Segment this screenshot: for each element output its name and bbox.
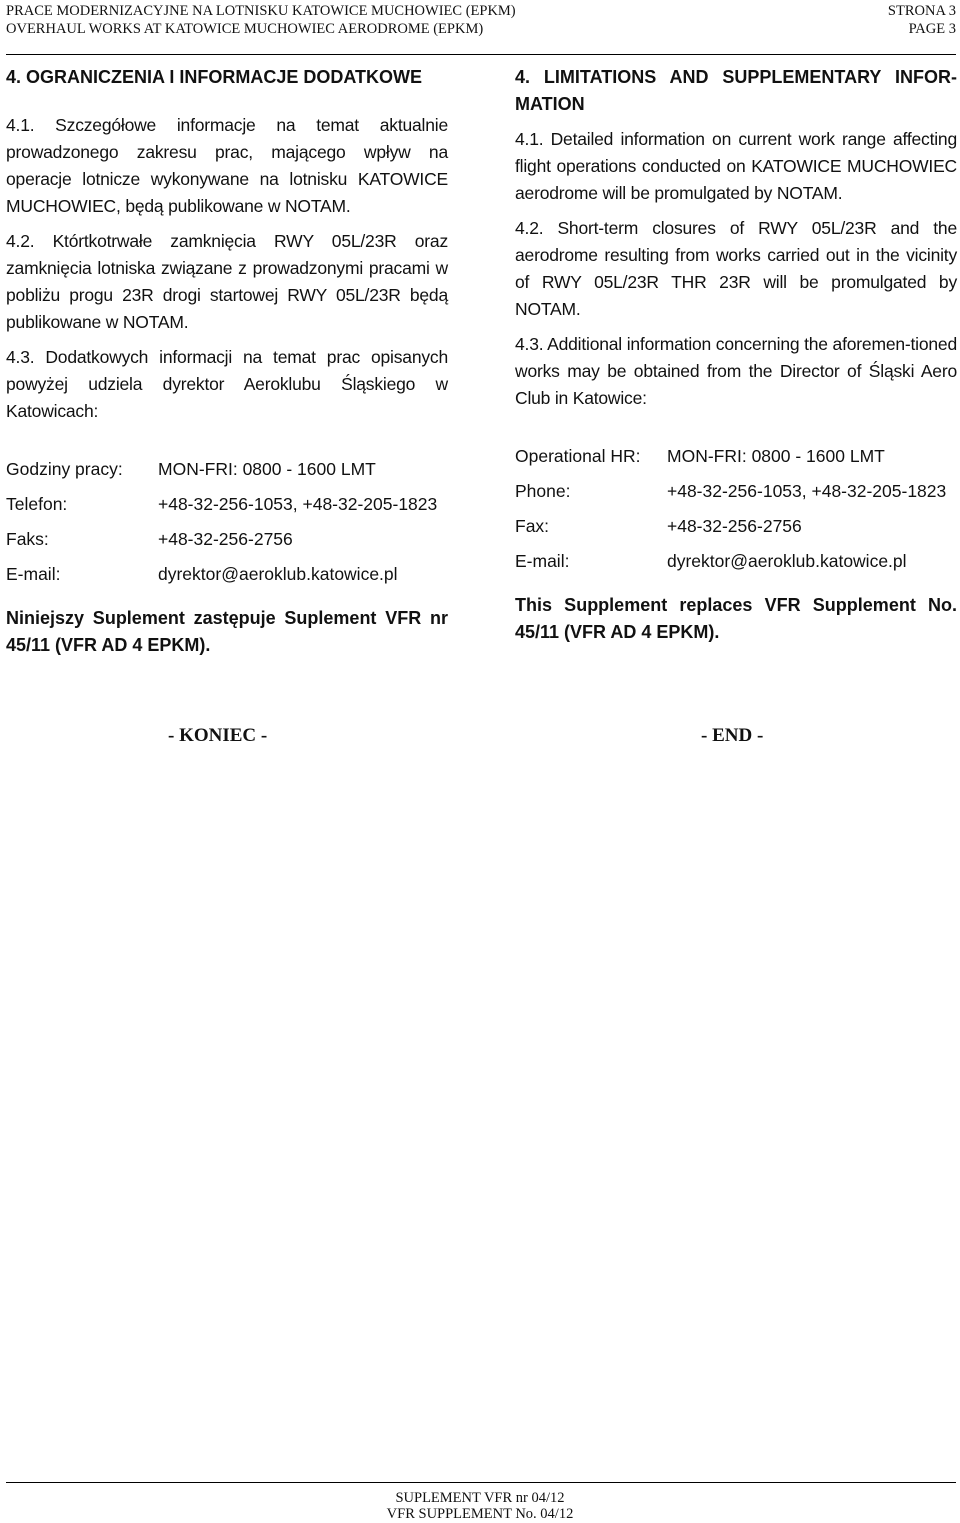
contact-value: MON-FRI: 0800 - 1600 LMT [158, 459, 376, 479]
header-title-polish: PRACE MODERNIZACYJNE NA LOTNISKU KATOWICE MUCHOWIEC (EPKM) [6, 3, 516, 19]
replacement-note: This Supplement replaces VFR Supplement No. 45/11 (VFR AD 4 EPKM). [515, 595, 957, 642]
paragraph-4-3: 4.3. Dodatkowych informacji na temat prac opisanych powyżej udziela dyrektor Aeroklubu Śląskiego w Katowicach: [6, 347, 448, 421]
header-page-english: PAGE 3 [908, 21, 956, 37]
header-title-english: OVERHAUL WORKS AT KATOWICE MUCHOWIEC AERODROME (EPKM) [6, 21, 484, 37]
contact-row-hours [515, 439, 957, 474]
paragraph-4-2: 4.2. Którtkotrwałe zamknięcia RWY 05L/23R oraz zamknięcia lotniska związane z prowadzonymi pracami w pobliżu progu 23R drogi startowej RWY 05L/23R będą publikowane w NOTAM. [6, 231, 448, 332]
contact-list [6, 452, 448, 592]
paragraph-4-2: 4.2. Short-term closures of RWY 05L/23R and the aerodrome resulting from works carried out in the vicinity of RWY 05L/23R THR 23R will be promulgated by NOTAM. [515, 218, 957, 319]
contact-label: E-mail: [6, 564, 61, 584]
contact-row-hours [6, 452, 448, 487]
footer-supplement-polish: SUPLEMENT VFR nr 04/12 [395, 1490, 565, 1506]
contact-value: MON-FRI: 0800 - 1600 LMT [667, 446, 885, 466]
contact-row-fax [515, 509, 957, 544]
contact-row-phone [515, 474, 957, 509]
footer-supplement-english: VFR SUPPLEMENT No. 04/12 [386, 1506, 574, 1522]
contact-list [515, 439, 957, 579]
contact-label: Godziny pracy: [6, 459, 123, 479]
english-column [515, 64, 957, 646]
header-page-polish: STRONA 3 [887, 3, 956, 19]
footer-rule [6, 1482, 956, 1483]
header-rule [6, 54, 956, 55]
contact-row-email [515, 544, 957, 579]
end-marker-english: - END - [701, 725, 764, 746]
page-footer [0, 1490, 960, 1522]
page-header [6, 2, 956, 54]
contact-value: +48-32-256-2756 [667, 516, 802, 536]
section-heading: 4. LIMITATIONS AND SUPPLEMENTARY INFOR-MATION [515, 67, 957, 114]
contact-row-phone [6, 487, 448, 522]
contact-row-email [6, 557, 448, 592]
contact-label: E-mail: [515, 551, 570, 571]
contact-value: +48-32-256-2756 [158, 529, 293, 549]
end-marker-polish: - KONIEC - [168, 725, 268, 746]
contact-value: +48-32-256-1053, +48-32-205-1823 [158, 494, 438, 514]
contact-label: Telefon: [6, 494, 68, 514]
contact-label: Phone: [515, 481, 571, 501]
contact-label: Faks: [6, 529, 49, 549]
contact-row-fax [6, 522, 448, 557]
contact-label: Operational HR: [515, 446, 641, 466]
polish-column [6, 64, 448, 659]
paragraph-4-3: 4.3. Additional information concerning the aforemen-tioned works may be obtained from the Director of Śląski Aero Club in Katowice: [515, 334, 957, 408]
section-heading: 4. OGRANICZENIA I INFORMACJE DODATKOWE [6, 67, 423, 87]
replacement-note: Niniejszy Suplement zastępuje Suplement VFR nr 45/11 (VFR AD 4 EPKM). [6, 608, 448, 655]
contact-label: Fax: [515, 516, 550, 536]
contact-value: dyrektor@aeroklub.katowice.pl [158, 564, 398, 584]
contact-value: +48-32-256-1053, +48-32-205-1823 [667, 481, 947, 501]
contact-value: dyrektor@aeroklub.katowice.pl [667, 551, 907, 571]
paragraph-4-1: 4.1. Detailed information on current work range affecting flight operations conducted on KATOWICE MUCHOWIEC aerodrome will be promulgated by NOTAM. [515, 129, 957, 203]
paragraph-4-1: 4.1. Szczegółowe informacje na temat aktualnie prowadzonego zakresu prac, mającego wpływ na operacje lotnicze wykonywane na lotnisku KATOWICE MUCHOWIEC, będą publikowane w NOTAM. [6, 115, 448, 216]
